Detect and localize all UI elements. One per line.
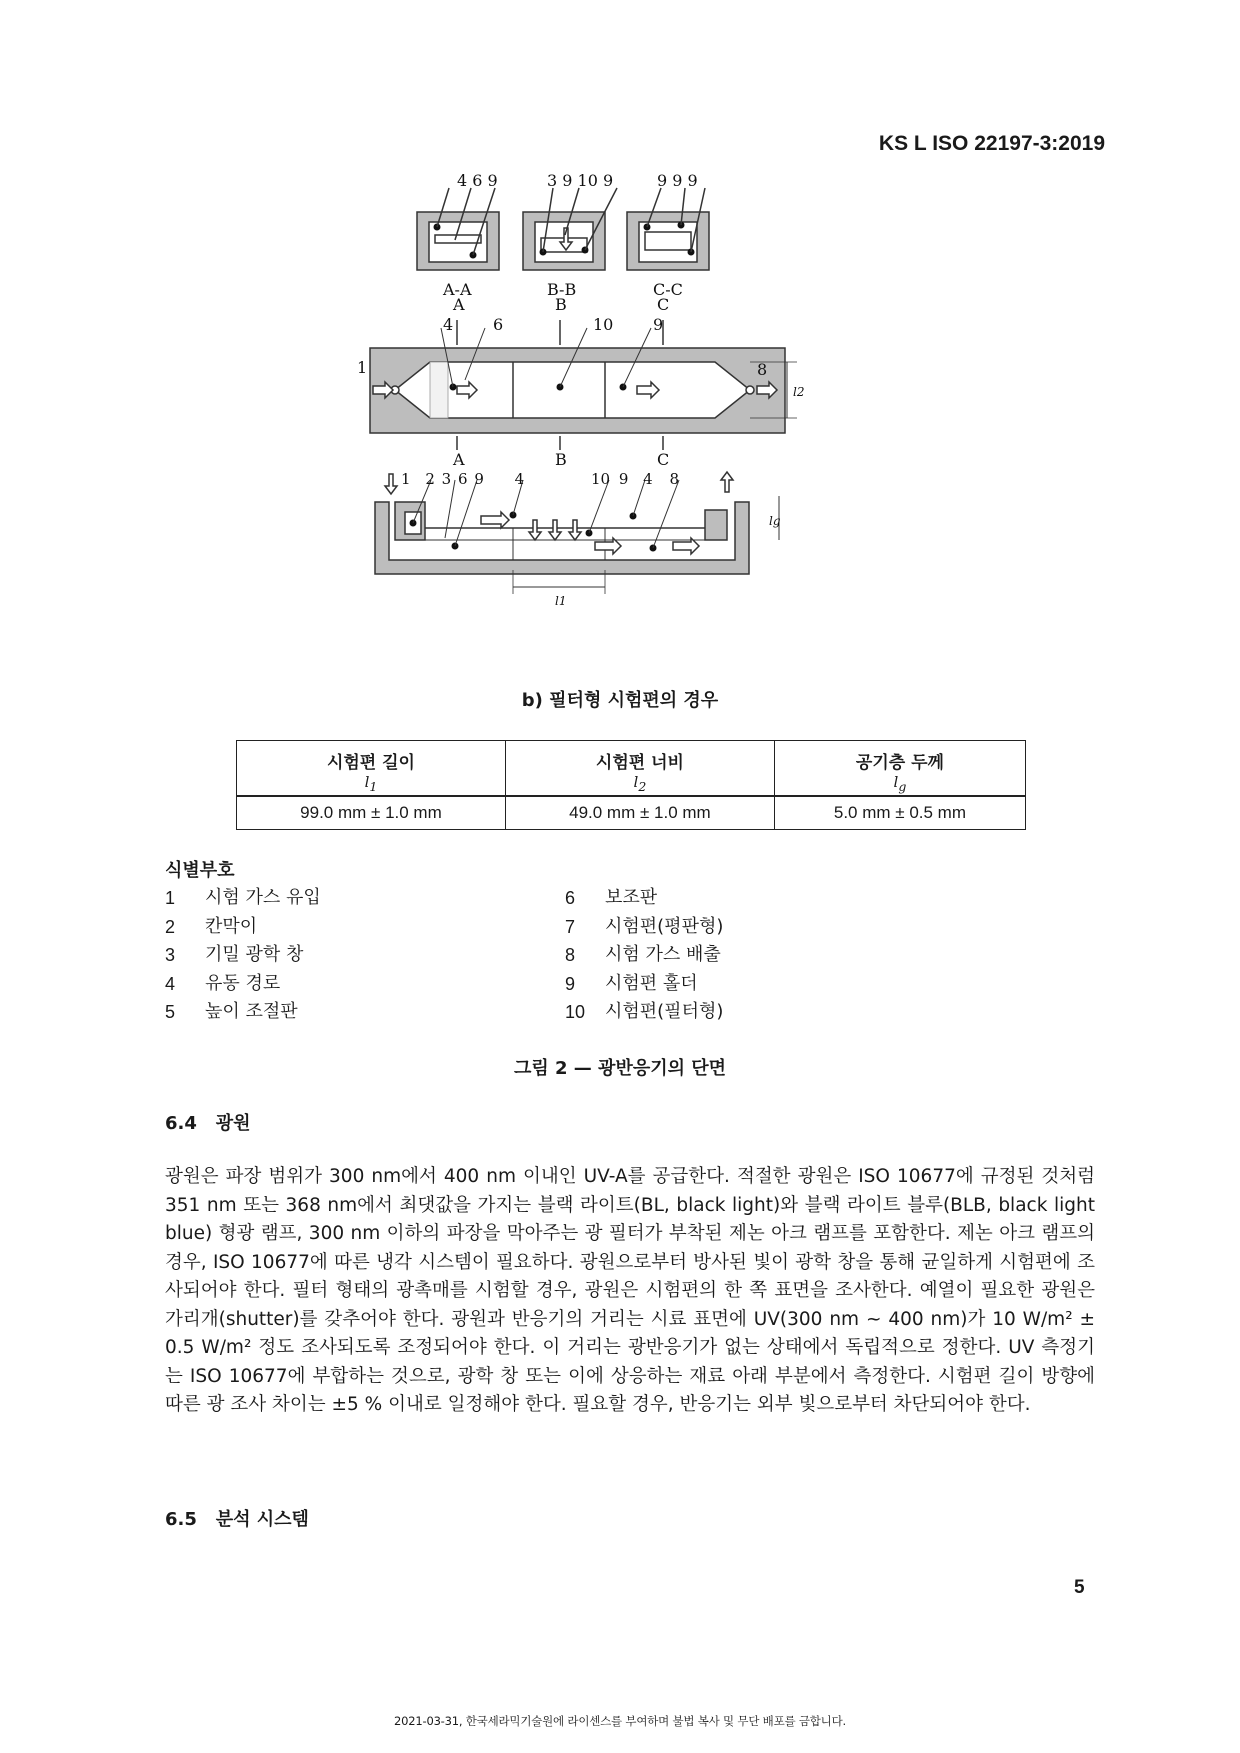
symbol-l2: $l_2$ <box>505 773 774 796</box>
symbol-lg: $l_g$ <box>774 773 1025 796</box>
value-air-gap: 5.0 mm ± 0.5 mm <box>774 796 1025 830</box>
key-item: 6 보조판 <box>565 887 658 908</box>
section-heading-6-4: 6.4 광원 <box>165 1113 251 1134</box>
top-callout-6: 6 <box>493 315 504 334</box>
section-mark-b-top: B <box>555 295 567 314</box>
key-item: 9 시험편 홀더 <box>565 972 698 994</box>
section-b-b <box>523 188 617 270</box>
key-item: 4 유동 경로 <box>165 972 281 994</box>
top-callout-9: 9 <box>653 315 664 334</box>
key-list-right <box>565 884 723 1027</box>
license-footer: 2021-03-31, 한국세라믹기술원에 라이센스를 부여하며 불법 복사 및 무단 배포를 금합니다. <box>394 1714 846 1728</box>
callout-c-c: 9 9 9 <box>657 171 698 190</box>
side-view <box>375 472 779 594</box>
section-a-a <box>417 188 499 270</box>
section-mark-b-bottom: B <box>555 450 567 469</box>
key-item: 8 시험 가스 배출 <box>565 944 721 965</box>
figure-caption: 그림 2 — 광반응기의 단면 <box>513 1058 727 1079</box>
top-callout-10: 10 <box>593 315 614 334</box>
value-length: 99.0 mm ± 1.0 mm <box>237 796 506 830</box>
top-callout-1: 1 <box>357 358 368 377</box>
header-specimen-length: 시험편 길이 <box>237 741 506 774</box>
dim-l1: l1 <box>555 594 567 608</box>
top-callout-8: 8 <box>757 360 768 379</box>
value-width: 49.0 mm ± 1.0 mm <box>505 796 774 830</box>
photoreactor-cross-section-figure <box>357 171 895 675</box>
key-item: 5 높이 조절판 <box>165 1001 298 1022</box>
label-a-a: A-A <box>443 280 472 299</box>
top-callout-4: 4 <box>443 315 454 334</box>
side-callouts: 1 2 3 6 9 4 10 9 4 8 <box>401 470 680 488</box>
key-title: 식별부호 <box>165 860 235 881</box>
key-item: 2 칸막이 <box>165 915 258 937</box>
section-c-c <box>627 188 709 270</box>
header-air-gap-thickness: 공기층 두께 <box>774 741 1025 774</box>
callout-a-a: 4 6 9 <box>457 171 498 190</box>
dimension-table <box>236 740 1026 830</box>
callout-b-b: 3 9 10 9 <box>547 171 614 190</box>
key-item: 7 시험편(평판형) <box>565 915 724 937</box>
page-number: 5 <box>1074 1577 1085 1598</box>
key-item: 10 시험편(필터형) <box>565 1001 724 1022</box>
section-heading-6-5: 6.5 분석 시스템 <box>165 1509 309 1530</box>
label-c-c: C-C <box>653 280 683 299</box>
section-mark-a-bottom: A <box>453 450 465 469</box>
key-item: 1 시험 가스 유입 <box>165 887 321 908</box>
section-6-4-body: 광원은 파장 범위가 300 nm에서 400 nm 이내인 UV-A를 공급한다. 적절한 광원은 ISO 10677에 규정된 것처럼 351 nm 또는 368 nm에서 최댓값을 가지는 블랙 라이트(BL, black light)와 블랙 라이트 블루(BLB, black light blue) 형광 램프, 300 nm 이하의 파장을 막아주는 광 필터가 부착된 제논 아크 램프를 포함한다. 제논 아크 램프의 경우, ISO 10677에 따른 냉각 시스템이 필요하다. 광원으로부터 방사된 빛이 광학 창을 통해 균일하게 시험편에 조사되어야 한다. 필터 형태의 광촉매를 시험할 경우, 광원은 시험편의 한 쪽 표면을 조사한다. 예열이 필요한 광원은 가리개(shutter)를 갖추어야 한다. 광원과 반응기의 거리는 시료 표면에 UV(300 nm ~ 400 nm)가 10 W/m² ± 0.5 W/m² 정도 조사되도록 조정되어야 한다. 이 거리는 광반응기가 없는 상태에서 독립적으로 정한다. UV 측정기는 ISO 10677에 부합하는 것으로, 광학 창 또는 이에 상응하는 재료 아래 부분에서 측정한다. 시험편 길이 방향에 따른 광 조사 차이는 ±5 % 이내로 일정해야 한다. 필요할 경우, 반응기는 외부 빛으로부터 차단되어야 한다. <box>165 1166 1095 1415</box>
standard-code: KS L ISO 22197-3:2019 <box>878 132 1105 155</box>
key-list-left <box>165 884 321 1027</box>
dim-lg: lg <box>769 514 781 528</box>
section-mark-a-top: A <box>453 295 465 314</box>
label-b-b: B-B <box>547 280 577 299</box>
key-item: 3 기밀 광학 창 <box>165 944 304 965</box>
top-view <box>370 320 797 450</box>
section-mark-c-top: C <box>657 295 670 314</box>
symbol-l1: $l_1$ <box>237 773 506 796</box>
header-specimen-width: 시험편 너비 <box>505 741 774 774</box>
figure-b-caption: b) 필터형 시험편의 경우 <box>521 690 719 711</box>
section-mark-c-bottom: C <box>657 450 670 469</box>
dim-l2: l2 <box>793 385 805 399</box>
